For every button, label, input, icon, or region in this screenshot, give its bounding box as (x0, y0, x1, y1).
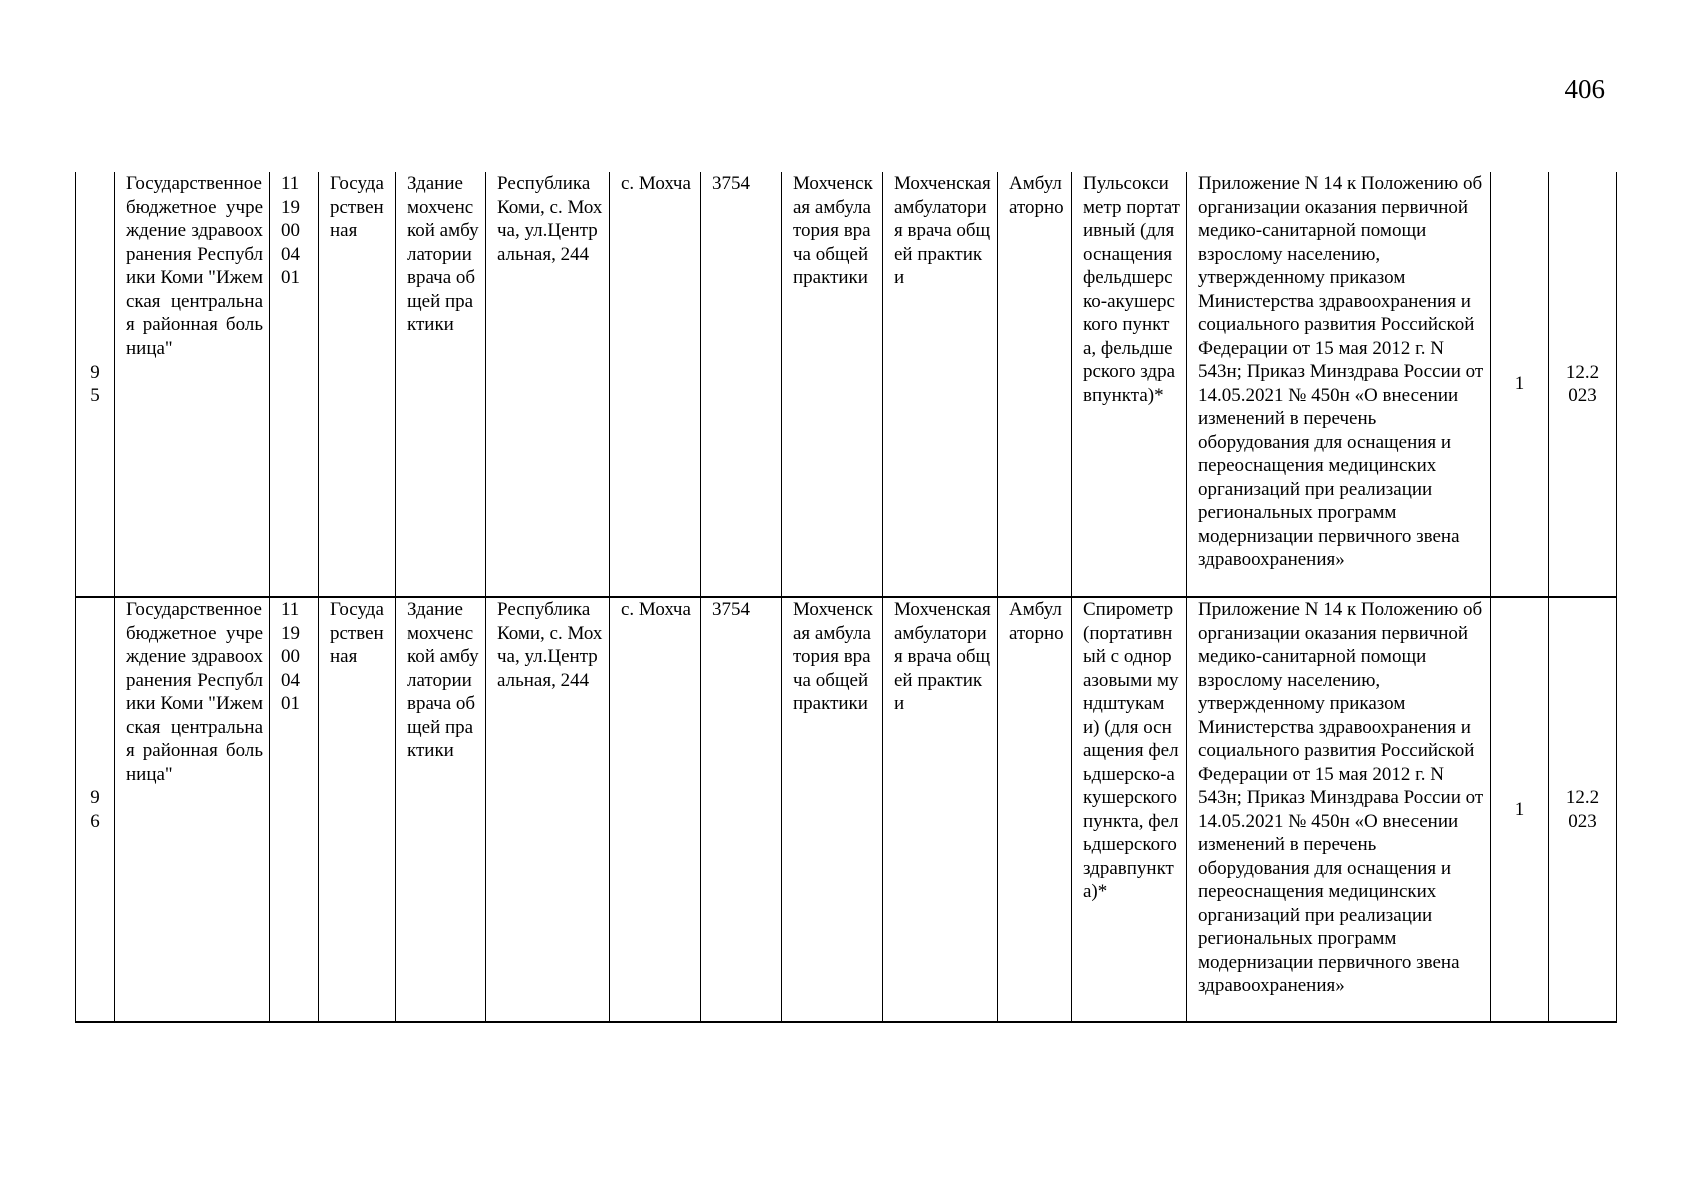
care-type-cell: Амбулаторно (998, 172, 1072, 597)
date-cell: 12.2 023 (1549, 597, 1617, 1022)
equipment-table (75, 172, 1617, 1023)
population-cell: 3754 (701, 597, 782, 1022)
date-cell: 12.2 023 (1549, 172, 1617, 597)
code-cell: 11 19 00 04 01 (270, 597, 319, 1022)
table-row (76, 597, 1617, 1022)
row-number: 9 5 (90, 361, 100, 406)
building-cell: Здание мохченской амбулатории врача общей практики (396, 597, 486, 1022)
ownership-cell: Государственная (319, 172, 396, 597)
subdivision-cell: Мохченская амбулатория врача общей практики (883, 597, 998, 1022)
organization-cell: Государственное бюджетное учреждение здравоохранения Республики Коми "Ижемская центральная районная больница" (115, 172, 270, 597)
care-type-cell: Амбулаторно (998, 597, 1072, 1022)
facility-cell: Мохченская амбулатория врача общей практики (782, 172, 883, 597)
address-cell: Республика Коми, с. Мохча, ул.Центральная, 244 (486, 172, 610, 597)
row-number-cell (76, 172, 115, 597)
subdivision-cell: Мохченская амбулатория врача общей практики (883, 172, 998, 597)
ownership-cell: Государственная (319, 597, 396, 1022)
facility-cell: Мохченская амбулатория врача общей практики (782, 597, 883, 1022)
organization-cell: Государственное бюджетное учреждение здравоохранения Республики Коми "Ижемская центральная районная больница" (115, 597, 270, 1022)
table-row (76, 172, 1617, 597)
equipment-cell: Пульсоксиметр портативный (для оснащения фельдшерско-акушерского пункта, фельдшерского здравпункта)* (1072, 172, 1187, 597)
equipment-cell: Спирометр (портативный с одноразовыми мундштуками) (для оснащения фельдшерско-акушерского пункта, фельдшерского здравпункта)* (1072, 597, 1187, 1022)
row-number: 9 6 (90, 787, 100, 832)
page-number: 406 (1564, 74, 1605, 104)
settlement-cell: с. Мохча (610, 172, 701, 597)
row-number-cell (76, 597, 115, 1022)
quantity-cell: 1 (1491, 172, 1549, 597)
code-cell: 11 19 00 04 01 (270, 172, 319, 597)
quantity-cell: 1 (1491, 597, 1549, 1022)
population-cell: 3754 (701, 172, 782, 597)
building-cell: Здание мохченской амбулатории врача общей практики (396, 172, 486, 597)
settlement-cell: с. Мохча (610, 597, 701, 1022)
address-cell: Республика Коми, с. Мохча, ул.Центральная, 244 (486, 597, 610, 1022)
legal-basis-cell: Приложение N 14 к Положению об организации оказания первичной медико-санитарной помощи взрослому населению, утвержденному приказом Министерства здравоохранения и социального развития Российской Федерации от 15 мая 2012 г. N 543н; Приказ Минздрава России от 14.05.2021 № 450н «О внесении изменений в перечень оборудования для оснащения и переоснащения медицинских организаций при реализации региональных программ модернизации первичного звена здравоохранения» (1187, 172, 1491, 597)
legal-basis-cell: Приложение N 14 к Положению об организации оказания первичной медико-санитарной помощи взрослому населению, утвержденному приказом Министерства здравоохранения и социального развития Российской Федерации от 15 мая 2012 г. N 543н; Приказ Минздрава России от 14.05.2021 № 450н «О внесении изменений в перечень оборудования для оснащения и переоснащения медицинских организаций при реализации региональных программ модернизации первичного звена здравоохранения» (1187, 597, 1491, 1022)
